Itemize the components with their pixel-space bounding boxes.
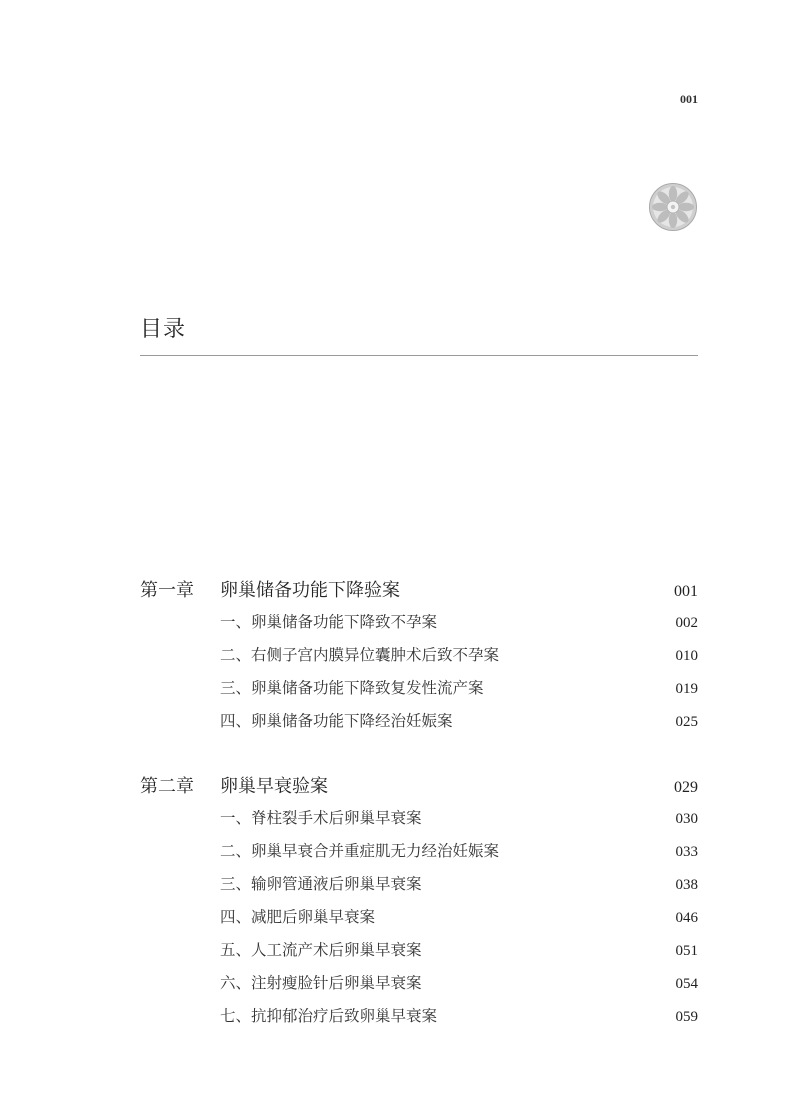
entry-title: 五、人工流产术后卵巢早衰案 [220,941,422,959]
chapter-label: 第一章 [140,580,194,601]
toc-entry[interactable] [140,705,698,738]
entry-page: 033 [675,844,698,860]
entry-page: 051 [675,943,698,959]
chapter-title: 卵巢早衰验案 [220,776,328,797]
toc-entry[interactable] [140,672,698,705]
chapter-page: 029 [674,779,698,796]
entry-title: 七、抗抑郁治疗后致卵巢早衰案 [220,1007,438,1025]
toc-entry[interactable] [140,639,698,672]
page-number: 001 [680,92,698,106]
chapter-label: 第二章 [140,776,194,797]
chapter-2-section [140,772,698,1033]
entry-page: 038 [675,877,698,893]
entry-title: 二、右侧子宫内膜异位囊肿术后致不孕案 [220,646,500,664]
entry-title: 一、卵巢储备功能下降致不孕案 [220,613,438,631]
title-divider [140,355,698,356]
entry-title: 二、卵巢早衰合并重症肌无力经治妊娠案 [220,842,500,860]
entry-page: 059 [675,1009,698,1025]
entry-page: 010 [675,648,698,664]
entry-page: 019 [675,681,698,697]
entry-title: 三、输卵管通液后卵巢早衰案 [220,875,422,893]
entry-title: 一、脊柱裂手术后卵巢早衰案 [220,809,422,827]
entry-page: 054 [675,976,698,992]
toc-entry[interactable] [140,868,698,901]
toc-entry[interactable] [140,934,698,967]
flower-emblem-icon [648,182,698,232]
toc-title: 目录 [140,317,187,342]
entry-page: 002 [675,615,698,631]
toc-entry[interactable] [140,1000,698,1033]
chapter-page: 001 [674,583,698,600]
chapter-1-section [140,576,698,738]
entry-title: 四、卵巢储备功能下降经治妊娠案 [220,712,453,730]
entry-title: 三、卵巢储备功能下降致复发性流产案 [220,679,484,697]
chapter-heading[interactable] [140,576,698,606]
entry-title: 四、减肥后卵巢早衰案 [220,908,376,926]
toc-entry[interactable] [140,606,698,639]
toc-entry[interactable] [140,901,698,934]
entry-page: 030 [675,811,698,827]
chapter-heading[interactable] [140,772,698,802]
toc-entry[interactable] [140,835,698,868]
toc-entry[interactable] [140,967,698,1000]
toc-entry[interactable] [140,802,698,835]
entry-title: 六、注射瘦脸针后卵巢早衰案 [220,974,422,992]
chapter-title: 卵巢储备功能下降验案 [220,580,400,601]
entry-page: 025 [675,714,698,730]
entry-page: 046 [675,910,698,926]
